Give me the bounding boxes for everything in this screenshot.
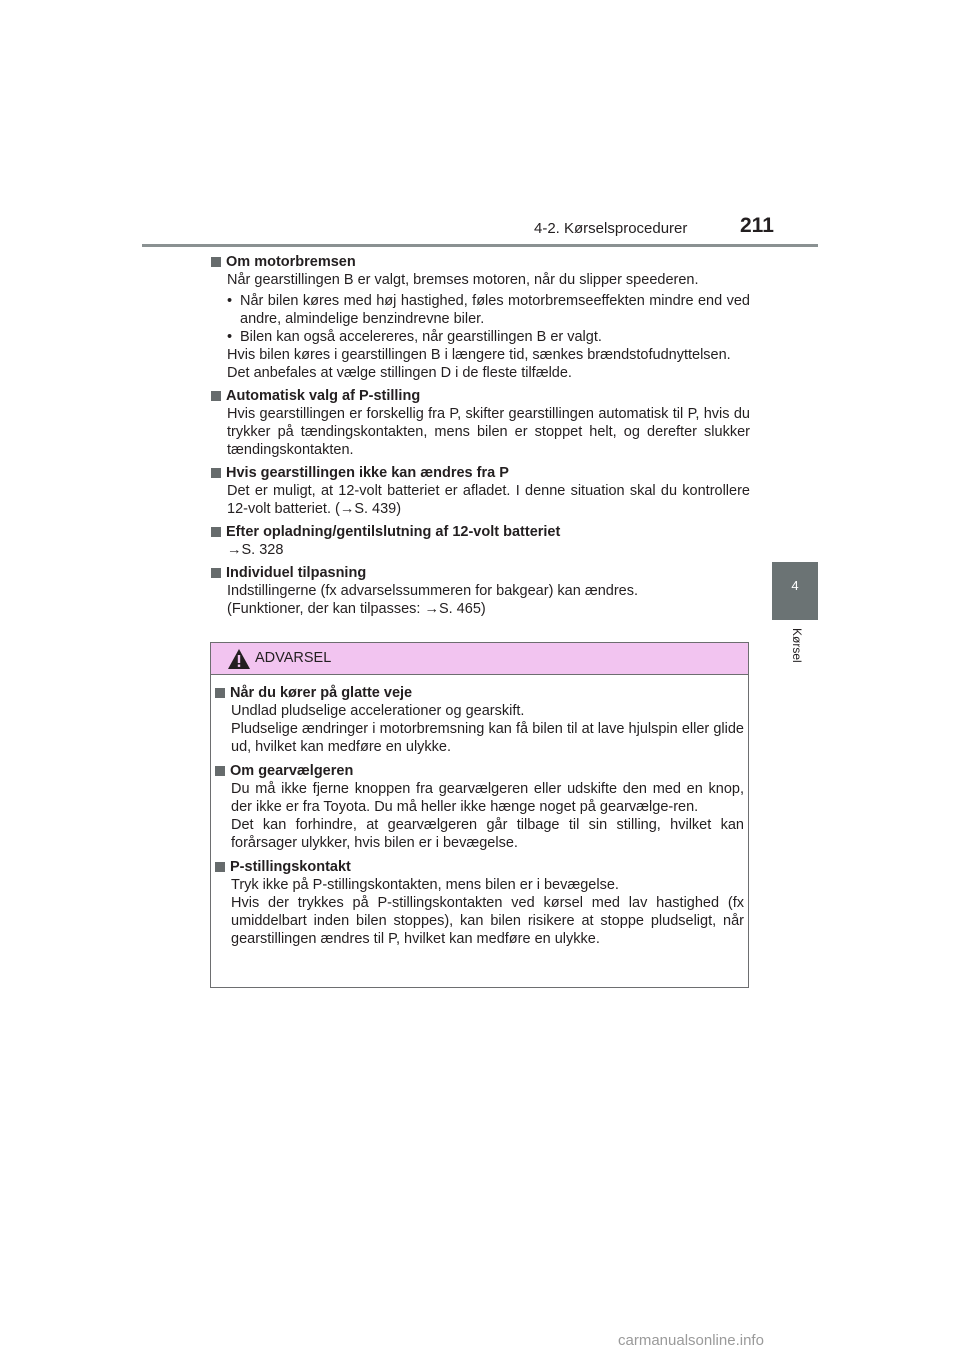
bullet-item: • Bilen kan også accelereres, når gearstillingen B er valgt. <box>227 328 750 346</box>
square-bullet-icon <box>211 527 221 537</box>
paragraph: Det kan forhindre, at gearvælgeren går tilbage til sin stilling, hvilket kan forårsager ulykker, hvis bilen er i bevægelse. <box>231 817 744 851</box>
section-body <box>210 271 750 382</box>
square-bullet-icon <box>211 568 221 578</box>
warning-box <box>210 642 749 988</box>
paragraph: Det er muligt, at 12-volt batteriet er afladet. I denne situation skal du kontrollere 12-volt batteriet. (→S. 439) <box>227 483 750 517</box>
square-bullet-icon <box>215 862 225 872</box>
bullet-item: • Når bilen køres med høj hastighed, føles motorbremseeffekten mindre end ved andre, almindelige benzindrevne biler. <box>227 292 750 328</box>
paragraph: Hvis gearstillingen er forskellig fra P, skifter gearstillingen automatisk til P, hvis du trykker på tændingskontakten, mens bilen er stoppet helt, og derefter slukker tændingskontakten. <box>227 406 750 458</box>
chapter-label: Kørsel <box>790 628 804 663</box>
warning-section-glatte-veje <box>214 684 744 756</box>
section-header: 4-2. Kørselsprocedurer <box>534 220 688 237</box>
page-reference-link[interactable]: →S. 328 <box>227 542 284 558</box>
section-body <box>214 702 744 756</box>
chapter-number: 4 <box>791 578 799 593</box>
section-title: Efter opladning/gentilslutning af 12-volt batteriet <box>210 523 750 541</box>
section-body <box>214 780 744 852</box>
section-title: Når du kører på glatte veje <box>214 684 744 702</box>
section-title: Individuel tilpasning <box>210 564 750 582</box>
square-bullet-icon <box>215 766 225 776</box>
paragraph: Du må ikke fjerne knoppen fra gearvælgeren eller udskifte den med en knop, der ikke er fra Toyota. Du må heller ikke hænge noget på gearvælge-ren. <box>231 781 744 815</box>
section-title: Hvis gearstillingen ikke kan ændres fra P <box>210 464 750 482</box>
section-body <box>210 405 750 459</box>
paragraph: Undlad pludselige accelerationer og gearskift. <box>231 703 525 719</box>
watermark: carmanualsonline.info <box>618 1332 764 1349</box>
section-tilpasning <box>210 564 750 618</box>
bullet-list <box>227 292 750 346</box>
section-body <box>214 876 744 948</box>
square-bullet-icon <box>211 257 221 267</box>
paragraph: Det anbefales at vælge stillingen D i de fleste tilfælde. <box>227 365 572 381</box>
warning-header <box>211 643 748 675</box>
header-rule <box>142 244 818 247</box>
warning-section-p-kontakt <box>214 858 744 948</box>
warning-content <box>214 684 744 954</box>
warning-title: ADVARSEL <box>255 650 332 666</box>
section-title: Automatisk valg af P-stilling <box>210 387 750 405</box>
chapter-tab[interactable] <box>772 562 818 620</box>
paragraph: Tryk ikke på P-stillingskontakten, mens bilen er i bevægelse. <box>231 877 619 893</box>
section-batteri <box>210 523 750 559</box>
warning-section-gearvaelgeren <box>214 762 744 852</box>
paragraph: Når gearstillingen B er valgt, bremses motoren, når du slipper speederen. <box>227 272 699 288</box>
paragraph: Hvis bilen køres i gearstillingen B i længere tid, sænkes brændstofudnyttelsen. <box>227 347 731 363</box>
paragraph: Pludselige ændringer i motorbremsning kan få bilen til at lave hjulspin eller glide ud, hvilket kan medføre en ulykke. <box>231 721 744 755</box>
section-title: Om gearvælgeren <box>214 762 744 780</box>
section-body <box>210 582 750 618</box>
square-bullet-icon <box>211 391 221 401</box>
section-gearstilling-p <box>210 464 750 518</box>
page-number: 211 <box>740 214 774 237</box>
square-bullet-icon <box>215 688 225 698</box>
paragraph: Hvis der trykkes på P-stillingskontakten ved kørsel med lav hastighed (fx umiddelbart inden bilen stoppes), kan bilen risikere at stoppe pludseligt, når gearstillingen ændres til P, hvilket kan medføre en ulykke. <box>231 895 744 947</box>
section-p-stilling <box>210 387 750 459</box>
warning-triangle-icon <box>227 648 251 670</box>
section-body <box>210 482 750 518</box>
main-content <box>210 253 750 623</box>
paragraph: Indstillingerne (fx advarselssummeren for bakgear) kan ændres. <box>227 583 639 599</box>
section-title: P-stillingskontakt <box>214 858 744 876</box>
square-bullet-icon <box>211 468 221 478</box>
section-title: Om motorbremsen <box>210 253 750 271</box>
section-motorbremsen <box>210 253 750 382</box>
paragraph: (Funktioner, der kan tilpasses: →S. 465) <box>227 601 486 617</box>
